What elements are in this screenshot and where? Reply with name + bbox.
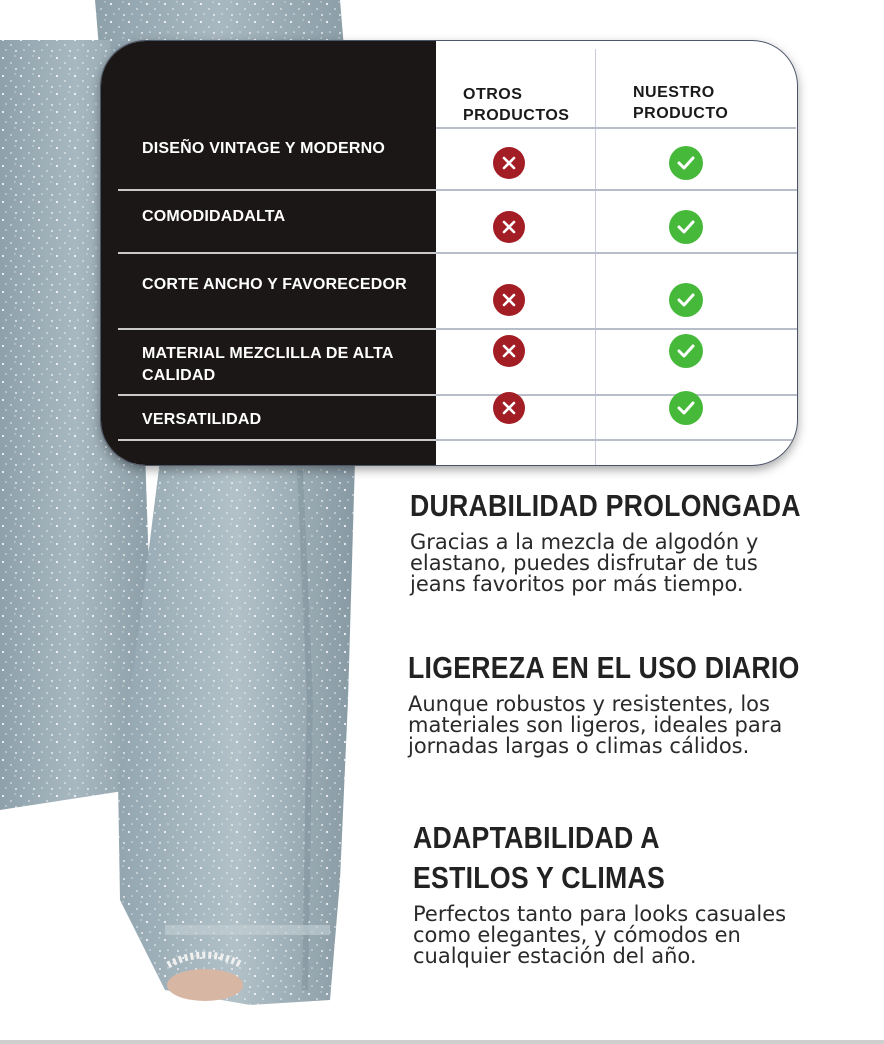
- section-durability: [410, 486, 810, 595]
- check-icon: [669, 283, 703, 317]
- header-divider: [436, 127, 796, 129]
- row-divider: [118, 394, 436, 396]
- row-divider: [118, 328, 436, 330]
- section-text: Aunque robustos y resistentes, los materiales son ligeros, ideales para jornadas largas o climas cálidos.: [408, 692, 783, 758]
- section-title: ADAPTABILIDAD A ESTILOS Y CLIMAS: [413, 820, 666, 895]
- feature-label-design: DISEÑO VINTAGE Y MODERNO: [142, 140, 386, 157]
- feature-label-versatility: VERSATILIDAD: [142, 411, 262, 428]
- row-divider: [118, 439, 436, 441]
- section-lightness: [408, 648, 800, 758]
- cross-icon: [493, 147, 525, 179]
- row-divider: [118, 189, 436, 191]
- check-icon: [669, 391, 703, 425]
- row-divider: [436, 394, 798, 396]
- comparison-table: [100, 40, 798, 466]
- header-others: OTROS PRODUCTOS: [463, 86, 570, 124]
- column-divider: [595, 49, 596, 465]
- feature-label-fit: CORTE ANCHO Y FAVORECEDOR: [142, 276, 407, 293]
- section-text: Perfectos tanto para looks casuales como elegantes, y cómodos en cualquier estación del año.: [413, 902, 787, 968]
- cross-icon: [493, 211, 525, 243]
- row-divider: [436, 189, 798, 191]
- row-divider: [436, 252, 798, 254]
- cross-icon: [493, 392, 525, 424]
- section-text: Gracias a la mezcla de algodón y elastano, puedes disfrutar de tus jeans favoritos por más tiempo.: [410, 530, 759, 596]
- row-divider: [118, 252, 436, 254]
- cross-icon: [493, 284, 525, 316]
- check-icon: [669, 146, 703, 180]
- row-divider: [436, 328, 798, 330]
- check-icon: [669, 334, 703, 368]
- feature-label-material: MATERIAL MEZCLILLA DE ALTA CALIDAD: [142, 345, 394, 384]
- check-icon: [669, 210, 703, 244]
- section-title: DURABILIDAD PROLONGADA: [410, 488, 801, 523]
- row-divider: [436, 439, 798, 441]
- feature-label-comfort: COMODIDADALTA: [142, 208, 286, 225]
- section-title: LIGEREZA EN EL USO DIARIO: [408, 650, 800, 685]
- cross-icon: [493, 335, 525, 367]
- section-adaptability: [413, 818, 808, 967]
- header-ours: NUESTRO PRODUCTO: [633, 84, 729, 122]
